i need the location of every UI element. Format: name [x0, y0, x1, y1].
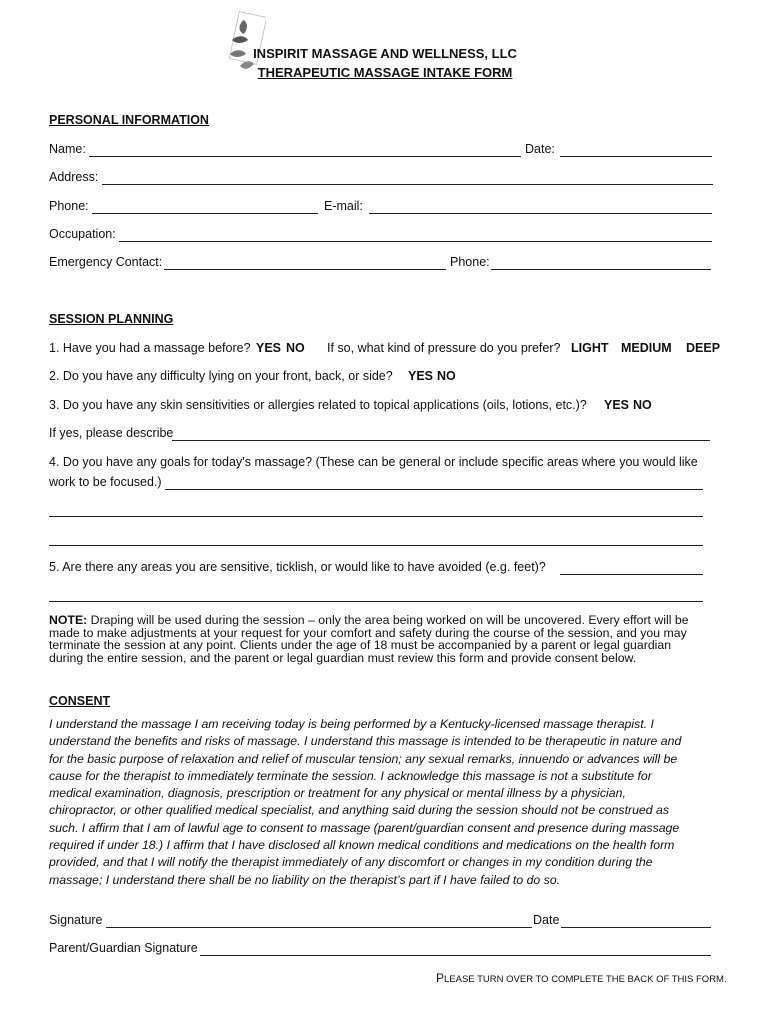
note-line-4: during the entire session, and the parent or legal guardian must review this form and provide consent below.: [49, 650, 637, 665]
question-5: 5. Are there any areas you are sensitive, ticklish, or would like to have avoided (e.g. feet)?: [49, 560, 546, 574]
note-line-2: made to make adjustments at your request for your comfort and safety during the course of the session, and you may: [49, 625, 687, 640]
question-4-cont: work to be focused.): [49, 475, 162, 489]
leaf-logo-icon: [226, 10, 266, 72]
q2-yes-option[interactable]: YES: [408, 369, 434, 383]
consent-line: for the basic purpose of relaxation and relief of muscular tension; any sexual remarks, innuendo or advances will be: [49, 751, 678, 766]
occupation-label: Occupation:: [49, 227, 116, 241]
name-field[interactable]: [89, 156, 521, 157]
question-1: 1. Have you had a massage before?: [49, 341, 251, 355]
email-label: E-mail:: [324, 199, 363, 213]
date-field[interactable]: [560, 156, 712, 157]
consent-line: medical examination, diagnosis, prescription or treatment for any physical or mental illness by a physician,: [49, 786, 626, 801]
consent-line: massage; I understand there shall be no liability on the therapist’s part if I have failed to do so.: [49, 872, 561, 887]
personal-info-heading: PERSONAL INFORMATION: [49, 113, 209, 127]
question-4: 4. Do you have any goals for today’s massage? (These can be general or include specific areas where you would like: [49, 455, 698, 469]
guardian-signature-field[interactable]: [200, 955, 711, 956]
date-label: Date:: [525, 142, 555, 156]
pressure-medium-option[interactable]: MEDIUM: [621, 341, 672, 355]
footer-note: [436, 971, 727, 985]
consent-line: required if under 18.) I affirm that I have disclosed all known medical conditions and medications on the health form: [49, 838, 675, 853]
goals-field-line-1[interactable]: [165, 489, 703, 490]
q3-yes-option[interactable]: YES: [604, 398, 630, 412]
pressure-light-option[interactable]: LIGHT: [571, 341, 609, 355]
note-line-1: Draping will be used during the session – only the area being worked on will be uncovered. Every effort will be: [87, 613, 689, 627]
form-title: THERAPEUTIC MASSAGE INTAKE FORM: [257, 65, 513, 80]
emergency-contact-label: Emergency Contact:: [49, 255, 163, 269]
avoid-field-line-1[interactable]: [560, 574, 703, 575]
consent-line: chiropractor, or other qualified medical specialist, and anything said during the session should not be construed as: [49, 803, 669, 818]
emergency-phone-field[interactable]: [491, 269, 711, 270]
phone-field[interactable]: [92, 213, 318, 214]
consent-line: I understand the massage I am receiving today is being performed by a Kentucky-licensed massage therapist. I: [49, 717, 654, 731]
goals-field-line-2[interactable]: [49, 516, 703, 517]
note-line-3: terminate the session at any point. Clients under the age of 18 must be accompanied by a parent or legal guardian: [49, 638, 672, 652]
question-3: 3. Do you have any skin sensitivities or allergies related to topical applications (oils, lotions, etc.)?: [49, 398, 587, 412]
signature-label: Signature: [49, 913, 103, 927]
question-2: 2. Do you have any difficulty lying on your front, back, or side?: [49, 369, 393, 383]
consent-text: [49, 716, 719, 889]
consent-line: cause for the therapist to immediately terminate the session. I acknowledge this massage is not a substitute for: [49, 768, 652, 783]
q1-no-option[interactable]: NO: [286, 341, 305, 355]
q2-no-option[interactable]: NO: [437, 369, 456, 383]
name-label: Name:: [49, 142, 86, 156]
note-label: NOTE:: [49, 613, 88, 627]
org-name: INSPIRIT MASSAGE AND WELLNESS, LLC: [253, 46, 517, 61]
describe-label: If yes, please describe: [49, 426, 174, 440]
emergency-phone-label: Phone:: [450, 255, 490, 269]
goals-field-line-3[interactable]: [49, 545, 703, 546]
consent-line: such. I affirm that I am of lawful age to consent to massage (parent/guardian consent and presence during massage: [49, 820, 680, 835]
emergency-contact-field[interactable]: [164, 269, 446, 270]
describe-field[interactable]: [172, 440, 710, 441]
signature-date-label: Date: [533, 913, 560, 927]
guardian-signature-label: Parent/Guardian Signature: [49, 941, 198, 955]
signature-field[interactable]: [106, 927, 532, 928]
footer-text: LEASE TURN OVER TO COMPLETE THE BACK OF THIS FORM.: [444, 974, 727, 985]
phone-label: Phone:: [49, 199, 89, 213]
note-paragraph: [49, 614, 721, 664]
email-field[interactable]: [369, 213, 712, 214]
q1-yes-option[interactable]: YES: [256, 341, 282, 355]
address-field[interactable]: [102, 184, 713, 185]
signature-date-field[interactable]: [561, 927, 711, 928]
session-planning-heading: SESSION PLANNING: [49, 312, 174, 326]
avoid-field-line-2[interactable]: [49, 601, 703, 602]
consent-line: understand the benefits and risks of massage. I understand this massage is intended to be therapeutic in nature and: [49, 734, 682, 749]
q3-no-option[interactable]: NO: [633, 398, 652, 412]
consent-line: provided, and that I will notify the therapist immediately of any discomfort or changes in my condition during the: [49, 855, 653, 870]
question-1b: If so, what kind of pressure do you prefer?: [327, 341, 561, 355]
pressure-deep-option[interactable]: DEEP: [686, 341, 721, 355]
address-label: Address:: [49, 170, 99, 184]
consent-heading: CONSENT: [49, 694, 111, 708]
occupation-field[interactable]: [119, 241, 712, 242]
footer-initial: P: [436, 971, 445, 985]
